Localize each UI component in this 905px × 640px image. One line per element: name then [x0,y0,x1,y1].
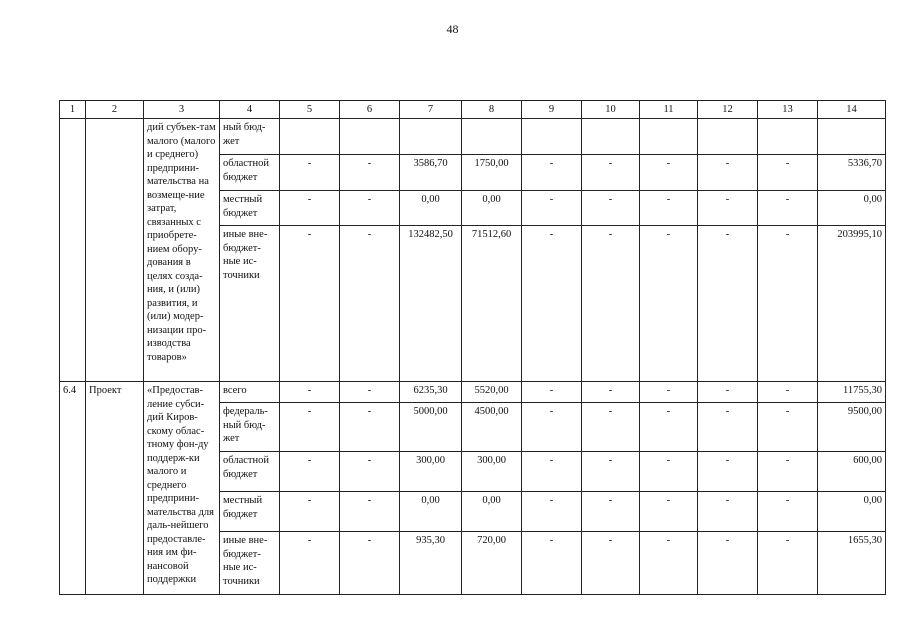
amount-cell: 9500,00 [818,403,886,452]
amount-cell: - [280,226,340,382]
table-row [60,119,886,155]
column-number-cell: 4 [220,101,280,119]
amount-cell: - [340,403,400,452]
amount-cell: - [698,532,758,595]
column-number-cell: 5 [280,101,340,119]
amount-cell: 1750,00 [462,155,522,191]
table-body [60,101,886,595]
amount-cell: 935,30 [400,532,462,595]
column-number-cell: 3 [144,101,220,119]
amount-cell: - [640,492,698,532]
column-number-cell: 9 [522,101,582,119]
column-number-cell: 10 [582,101,640,119]
funding-source-cell: местный бюджет [220,191,280,226]
amount-cell: - [758,226,818,382]
amount-cell: - [758,382,818,403]
column-number-cell: 14 [818,101,886,119]
page-number: 48 [446,22,459,36]
amount-cell: - [522,226,582,382]
amount-cell: - [758,191,818,226]
measure-description-cell: дий субъек-там малого (малого и среднего) предприни-мательства на возмеще-ние затрат, связанных с приобрете-нием обору-дования в целях созда-ния, и (или) развития, и (или) модер-низации про-изводства товаров» [144,119,220,382]
amount-cell [522,119,582,155]
item-number-cell [60,119,86,382]
amount-cell: - [640,155,698,191]
column-number-row [60,101,886,119]
amount-cell: - [640,226,698,382]
amount-cell [698,119,758,155]
item-type-cell: Проект [86,382,144,595]
amount-cell: - [758,532,818,595]
amount-cell: 132482,50 [400,226,462,382]
amount-cell: - [698,191,758,226]
amount-cell: 3586,70 [400,155,462,191]
amount-cell: - [280,382,340,403]
funding-source-cell: ный бюд-жет [220,119,280,155]
amount-cell: - [640,191,698,226]
amount-cell [462,119,522,155]
amount-cell: - [582,155,640,191]
amount-cell: 0,00 [462,492,522,532]
amount-cell: - [522,191,582,226]
amount-cell: 300,00 [400,452,462,492]
measure-description-cell: «Предостав-ление субси-дий Киров-скому облас-тному фон-ду поддерж-ки малого и среднего предприни-мательства для даль-нейшего предоставле-ния им фи-нансовой поддержки [144,382,220,595]
amount-cell: - [758,452,818,492]
amount-cell: 0,00 [818,492,886,532]
column-number-cell: 8 [462,101,522,119]
amount-cell: - [522,492,582,532]
amount-cell: - [698,452,758,492]
amount-cell: - [280,403,340,452]
column-number-cell: 2 [86,101,144,119]
amount-cell: 1655,30 [818,532,886,595]
amount-cell: - [522,403,582,452]
amount-cell: - [340,382,400,403]
amount-cell: - [522,382,582,403]
amount-cell: - [340,155,400,191]
column-number-cell: 11 [640,101,698,119]
amount-cell [280,119,340,155]
amount-cell: - [340,191,400,226]
column-number-cell: 13 [758,101,818,119]
amount-cell: - [522,532,582,595]
amount-cell: 11755,30 [818,382,886,403]
amount-cell: - [758,492,818,532]
amount-cell: 300,00 [462,452,522,492]
amount-cell: - [698,492,758,532]
item-number-cell: 6.4 [60,382,86,595]
amount-cell: - [698,155,758,191]
amount-cell: - [698,403,758,452]
amount-cell: 4500,00 [462,403,522,452]
amount-cell: - [582,532,640,595]
amount-cell: 203995,10 [818,226,886,382]
amount-cell [818,119,886,155]
amount-cell: - [582,191,640,226]
amount-cell: - [640,452,698,492]
amount-cell: 600,00 [818,452,886,492]
amount-cell: - [280,492,340,532]
amount-cell: - [280,452,340,492]
amount-cell: - [340,492,400,532]
funding-source-cell: иные вне-бюджет-ные ис-точники [220,226,280,382]
amount-cell: 0,00 [462,191,522,226]
amount-cell: 5000,00 [400,403,462,452]
amount-cell: 5520,00 [462,382,522,403]
amount-cell: - [582,492,640,532]
amount-cell: - [758,403,818,452]
amount-cell: - [522,452,582,492]
amount-cell: - [340,532,400,595]
column-number-cell: 12 [698,101,758,119]
funding-source-cell: иные вне-бюджет-ные ис-точники [220,532,280,595]
amount-cell: - [582,403,640,452]
column-number-cell: 1 [60,101,86,119]
amount-cell: - [522,155,582,191]
amount-cell: 0,00 [400,492,462,532]
amount-cell: - [582,226,640,382]
item-type-cell [86,119,144,382]
amount-cell [758,119,818,155]
amount-cell: - [640,532,698,595]
amount-cell [640,119,698,155]
amount-cell: - [280,532,340,595]
amount-cell: - [582,452,640,492]
column-number-cell: 6 [340,101,400,119]
amount-cell: 0,00 [400,191,462,226]
amount-cell: 0,00 [818,191,886,226]
amount-cell: - [640,382,698,403]
column-number-cell: 7 [400,101,462,119]
funding-source-cell: областной бюджет [220,452,280,492]
amount-cell: 5336,70 [818,155,886,191]
budget-table [59,100,886,595]
amount-cell: - [280,155,340,191]
amount-cell: - [280,191,340,226]
funding-source-cell: областной бюджет [220,155,280,191]
amount-cell [340,119,400,155]
amount-cell: - [640,403,698,452]
amount-cell [582,119,640,155]
amount-cell: - [340,452,400,492]
amount-cell: - [698,226,758,382]
amount-cell: - [582,382,640,403]
amount-cell: - [698,382,758,403]
table-row [60,382,886,403]
amount-cell [400,119,462,155]
funding-source-cell: местный бюджет [220,492,280,532]
funding-source-cell: федераль-ный бюд-жет [220,403,280,452]
funding-source-cell: всего [220,382,280,403]
amount-cell: 6235,30 [400,382,462,403]
amount-cell: 720,00 [462,532,522,595]
amount-cell: - [340,226,400,382]
amount-cell: - [758,155,818,191]
amount-cell: 71512,60 [462,226,522,382]
